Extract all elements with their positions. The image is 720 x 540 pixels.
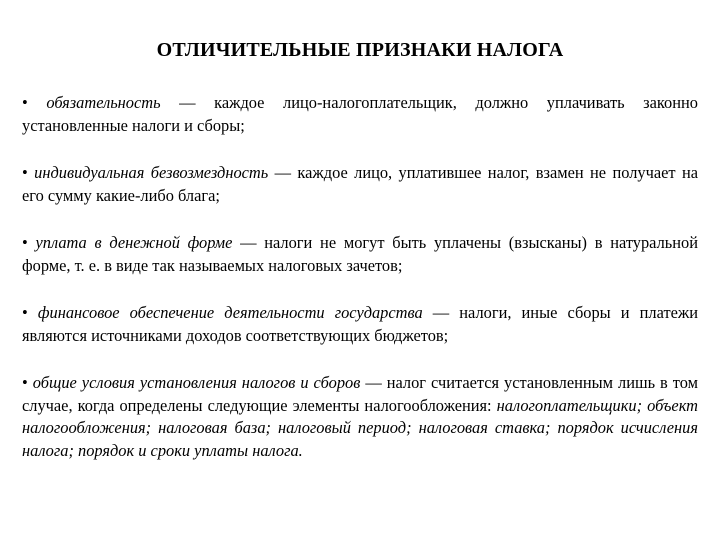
bullet: •	[22, 373, 28, 392]
bullet: •	[22, 163, 28, 182]
item-term: обязательность	[46, 93, 161, 112]
item-text: — каждое лицо-налогоплательщик, должно уплачивать законно установленные налоги и сборы;	[22, 93, 698, 135]
list-item-gratuitousness	[22, 162, 698, 207]
item-term: общие условия установления налогов и сборов	[32, 373, 361, 392]
list-item-obligatoriness	[22, 92, 698, 137]
list-item-monetary-form	[22, 232, 698, 277]
bullet: •	[22, 233, 28, 252]
item-text: — налоги не могут быть уплачены (взысканы) в натуральной форме, т. е. в виде так называемых налоговых зачетов;	[22, 233, 698, 275]
item-term: индивидуальная безвозмездность	[34, 163, 269, 182]
slide-title: ОТЛИЧИТЕЛЬНЫЕ ПРИЗНАКИ НАЛОГА	[156, 39, 564, 61]
bullet: •	[22, 303, 28, 322]
item-text: — налог считается установленным лишь в том случае, когда определены следующие элементы налогообложения:	[22, 373, 698, 415]
item-term: уплата в денежной форме	[35, 233, 233, 252]
list-item-general-conditions	[22, 372, 698, 462]
item-text: — каждое лицо, уплатившее налог, взамен не получает на его сумму какие-либо блага;	[22, 163, 698, 205]
taxation-elements: налогоплательщики; объект налогообложения; налоговая база; налоговый период; налоговая ставка; порядок исчисления налога; порядок и сроки уплаты налога.	[22, 395, 698, 460]
item-text: — налоги, иные сборы и платежи являются источниками доходов соответствующих бюджетов;	[22, 303, 698, 345]
item-term: финансовое обеспечение деятельности государства	[37, 303, 423, 322]
bullet: •	[22, 93, 28, 112]
list-item-state-financing	[22, 302, 698, 347]
